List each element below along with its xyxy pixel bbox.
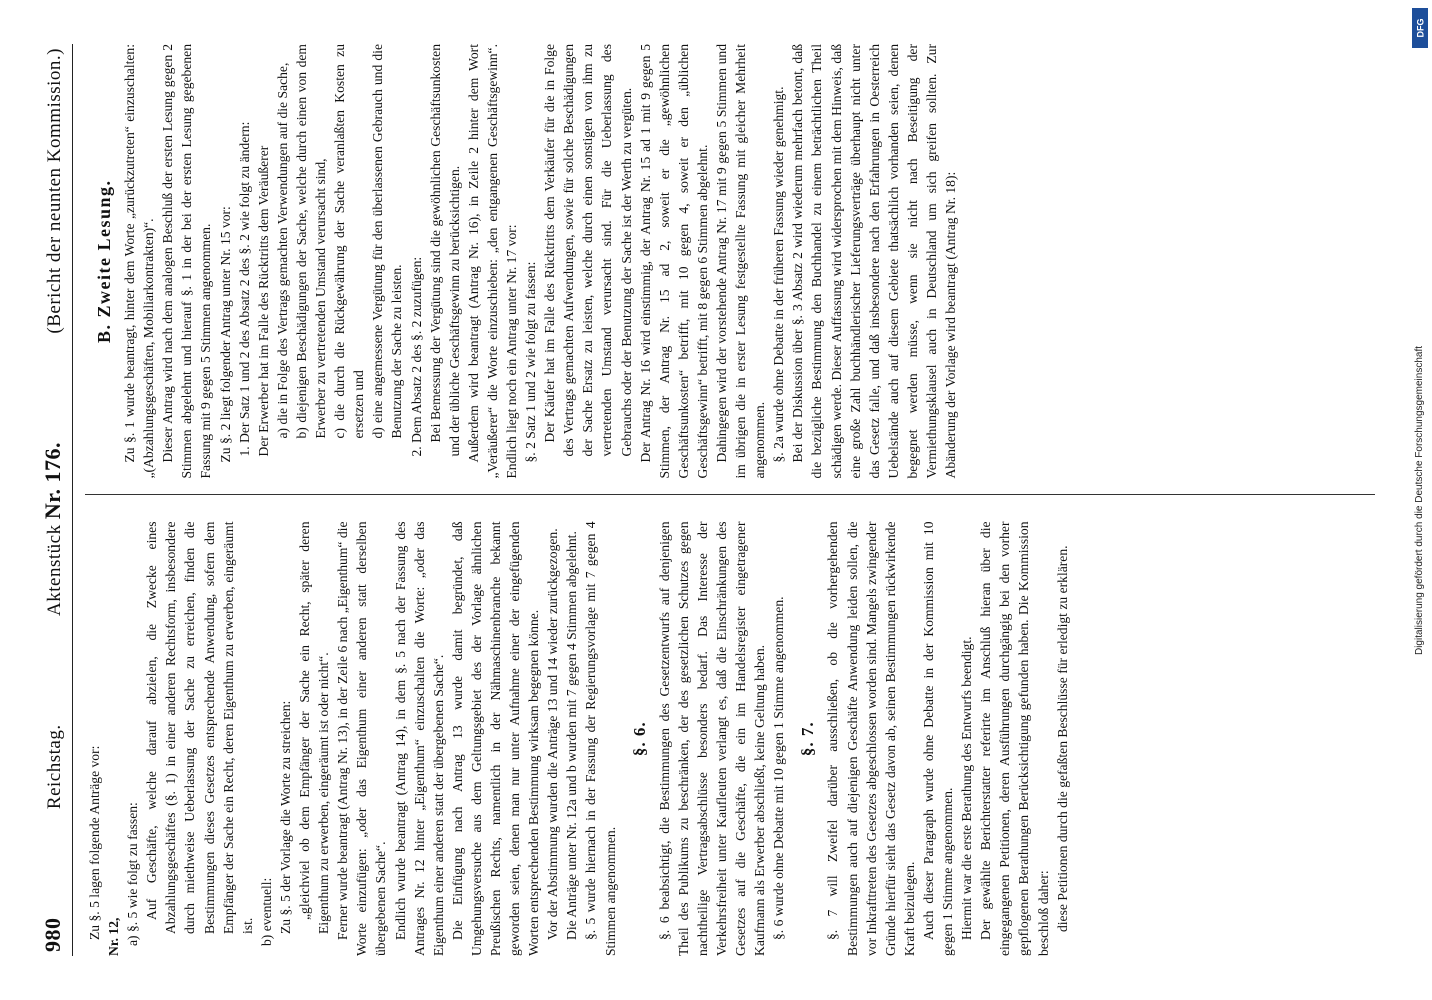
paragraph: §. 2a wurde ohne Debatte in der früheren Fassung wieder genehmigt.	[771, 86, 787, 463]
paragraph: Bei der Diskussion über §. 3 Absatz 2 wird wiederum mehrfach betont, daß die bezügliche Bestimmung den Buchhandel zu einem beträchtlichen Theil schädigen werde. Dieser Auffassung wird widersprochen mit dem Hinweis, daß eine große Zahl buchhändlerischer Lieferungsverträge überhaupt nicht unter das Gesetz falle, und daß insbesondere nach den Erfahrungen in Oesterreich Uebelstände auch auf diesem Gebiete thatsächlich vorhanden seien, denen begegnet werden müsse, wenn sie nicht nach Beseitigung der Vermiethungsklausel auch in Deutschland um sich greifen sollten. Zur Abänderung der Vorlage wird beantragt (Antrag Nr. 18):	[790, 44, 959, 479]
paragraph: Dieser Antrag wird nach dem analogen Beschluß der ersten Lesung gegen 2 Stimmen abgelehnt und hierauf §. 1 in der bei der ersten Lesung gegebenen Fassung mit 9 gegen 5 Stimmen angenommen.	[160, 44, 214, 479]
paragraph: Auf Geschäfte, welche darauf abzielen, die Zwecke eines Abzahlungsgeschäftes (§. 1) in einer anderen Rechtsform, insbesondere durch miethweise Ueberlassung der Sache zu erreichen, finden die Bestimmungen dieses Gesetzes entsprechende Anwendung, sofern dem Empfänger der Sache ein Recht, deren Eigenthum zu erwerben, eingeräumt ist.	[144, 521, 255, 934]
paragraph: Zu §. 5 der Vorlage die Worte zu streichen:	[277, 700, 293, 934]
list-item: c) die durch die Rückgewährung der Sache veranlaßten Kosten zu ersetzen und	[332, 44, 367, 439]
paragraph: b) eventuell:	[258, 877, 274, 946]
header-center-prefix: Aktenstück	[44, 524, 65, 616]
paragraph: Endlich wurde beantragt (Antrag 14), in dem §. 5 nach der Fassung des Antrages Nr. 12 hinter „Eigenthum“ einzuschalten die Worte: „oder das Eigenthum einer anderen statt der übergebenen Sache“.	[392, 521, 446, 956]
paragraph: 1. Der Satz 1 und 2 des Absatz 2 des §. 2 wie folgt zu ändern:	[236, 121, 252, 457]
paragraph: Dahingegen wird der vorstehende Antrag Nr. 17 mit 9 gegen 5 Stimmen und im übrigen die in erster Lesung festgestellte Fassung mit gleicher Mehrheit angenommen.	[714, 44, 768, 479]
paragraph: Zu §. 5 lagen folgende Anträge vor:	[87, 745, 102, 940]
watermark-text: Digitalisierung gefördert durch die Deutsche Forschungsgemeinschaft	[1414, 345, 1426, 655]
paragraph: Bei Bemessung der Vergütung sind die gewöhnlichen Geschäftsunkosten und der übliche Geschäftsgewinn zu berücksichtigen.	[427, 44, 462, 457]
paragraph: diese Petitionen durch die gefaßten Beschlüsse für erledigt zu erklären.	[1054, 545, 1070, 933]
header-right: (Bericht der neunten Kommission.)	[44, 48, 65, 334]
list-item: b) diejenigen Beschädigungen der Sache, welche durch einen von dem Erwerber zu vertretenden Umstand verursacht sind,	[293, 44, 329, 439]
paragraph: Der Käufer hat im Falle des Rücktritts dem Verkäufer für die in Folge des Vertrags gemachten Aufwendungen, sowie für solche Beschädigungen der Sache Ersatz zu leisten, welche durch einen sonstigen von ihm zu vertretenden Umstand verursacht sind. Für die Ueberlassung des Gebrauchs oder der Benutzung der Sache ist der Werth zu vergüten.	[542, 44, 634, 457]
paragraph: Ferner wurde beantragt (Antrag Nr. 13), in der Zeile 6 nach „Eigenthum“ die Worte einzufügen: „oder das Eigenthum einer anderen statt derselben übergebenen Sache“.	[335, 521, 389, 956]
paragraph: Nr. 12,	[106, 917, 122, 956]
paragraph: a) §. 5 wie folgt zu fassen:	[125, 802, 141, 946]
paragraph: §. 2 Satz 1 und 2 wie folgt zu fassen:	[523, 261, 539, 463]
right-column	[85, 44, 1375, 496]
paragraph: §. 6 beabsichtigt, die Bestimmungen des Gesetzentwurfs auf denjenigen Theil des Publikums zu beschränken, der des gesetzlichen Schutzes gegen nachtheilige Vertragsabschlüsse besonders bedarf. Das Interesse der Verkehrsfreiheit unter Kaufleuten verlangt es, daß die Einschränkungen des Gesetzes auf die Geschäfte, die ein im Handelsregister eingetragener Kaufmann als Erwerber abschließt, keine Geltung haben.	[656, 521, 768, 956]
header-center	[40, 442, 66, 616]
section-title-second-reading: B. Zweite Lesung.	[94, 179, 114, 344]
paragraph: Zu §. 2 liegt folgender Antrag unter Nr. 15 vor:	[217, 206, 233, 463]
paragraph: Die Anträge unter Nr. 12a und b wurden mit 7 gegen 4 Stimmen abgelehnt.	[564, 531, 580, 940]
paragraph: Zu §. 1 wurde beantragt, hinter dem Worte „zurückzutreten“ einzuschalten: „(Abzahlungsgeschäften, Mobiliarkontrakten)“.	[122, 44, 157, 479]
list-item: a) die in Folge des Vertrags gemachten Verwendungen auf die Sache,	[274, 62, 290, 439]
paragraph: Außerdem wird beantragt (Antrag Nr. 16), in Zeile 2 hinter dem Wort „Veräußerer“ die Worte einzuschieben: „den entgangenen Geschäftsgewinn“. Endlich liegt noch ein Antrag unter Nr. 17 vor:	[465, 44, 519, 479]
paragraph: §. 5 wurde hiernach in der Fassung der Regierungsvorlage mit 7 gegen 4 Stimmen angenommen.	[583, 521, 618, 956]
left-column	[85, 522, 1375, 957]
paragraph: „gleichviel ob dem Empfänger der Sache ein Recht, später deren Eigenthum zu erwerben, eingeräumt ist oder nicht“.	[297, 521, 332, 934]
paragraph: §. 7 will Zweifel darüber ausschließen, ob die vorhergehenden Bestimmungen auch auf diejenigen Geschäfte Anwendung leiden sollen, die vor Inkrafttreten des Gesetzes abgeschlossen worden sind. Mangels zwingender Gründe hierfür sieht das Gesetz davon ab, seinen Bestimmungen rückwirkende Kraft beizulegen.	[825, 521, 917, 956]
paragraph: Vor der Abstimmung wurden die Anträge 13 und 14 wieder zurückgezogen.	[545, 528, 561, 940]
page-number: 980	[40, 917, 65, 952]
header-center-number: Nr. 176.	[40, 442, 65, 520]
paragraph: Der Erwerber hat im Falle des Rücktritts dem Veräußerer	[255, 145, 271, 457]
paragraph: Auch dieser Paragraph wurde ohne Debatte in der Kommission mit 10 gegen 1 Stimme angenommen.	[920, 521, 956, 956]
paragraph: Der Antrag Nr. 16 wird einstimmig, der Antrag Nr. 15 ad 1 mit 9 gegen 5 Stimmen, der Antrag Nr. 15 ad 2, soweit er die „gewöhnlichen Geschäftsunkosten“ betrifft, mit 10 gegen 4, soweit er den „üblichen Geschäftsgewinn“ betrifft, mit 8 gegen 6 Stimmen abgelehnt.	[637, 44, 710, 479]
list-item: d) eine angemessene Vergütung für den überlassenen Gebrauch und die Benutzung der Sache zu leisten.	[370, 44, 405, 439]
paragraph: Die Einfügung nach Antrag 13 wurde damit begründet, daß Umgehungsversuche aus dem Geltungsgebiet des der Vorlage ähnlichen Preußischen Rechts, namentlich in der Nähmaschinenbranche bekannt geworden seien, denen man nur unter Aufnahme einer der eingefügenden Worten entsprechenden Bestimmung wirksam begegnen könne.	[449, 521, 542, 956]
digitization-watermark	[1408, 0, 1432, 1000]
paragraph: Der gewählte Berichterstatter referirte im Anschluß hieran über die eingegangenen Petitionen, deren Ausführungen durchgängig bei den vorher gepflogenen Berathungen Berücksichtigung gefunden haben. Die Kommission beschloß daher:	[978, 521, 1051, 956]
dfg-logo-text: DFG	[1415, 18, 1425, 38]
section-title-7: §. 7.	[798, 721, 818, 757]
header-left: Reichstag.	[44, 724, 65, 810]
paragraph: 2. Dem Absatz 2 des §. 2 zuzufügen:	[408, 256, 424, 457]
paragraph: §. 6 wurde ohne Debatte mit 10 gegen 1 Stimme angenommen.	[771, 596, 787, 940]
text-columns	[85, 44, 1375, 956]
paragraph: Hiermit war die erste Berathung des Entwurfs beendigt.	[959, 636, 975, 940]
running-head	[40, 44, 73, 956]
section-title-6: §. 6.	[629, 721, 649, 757]
